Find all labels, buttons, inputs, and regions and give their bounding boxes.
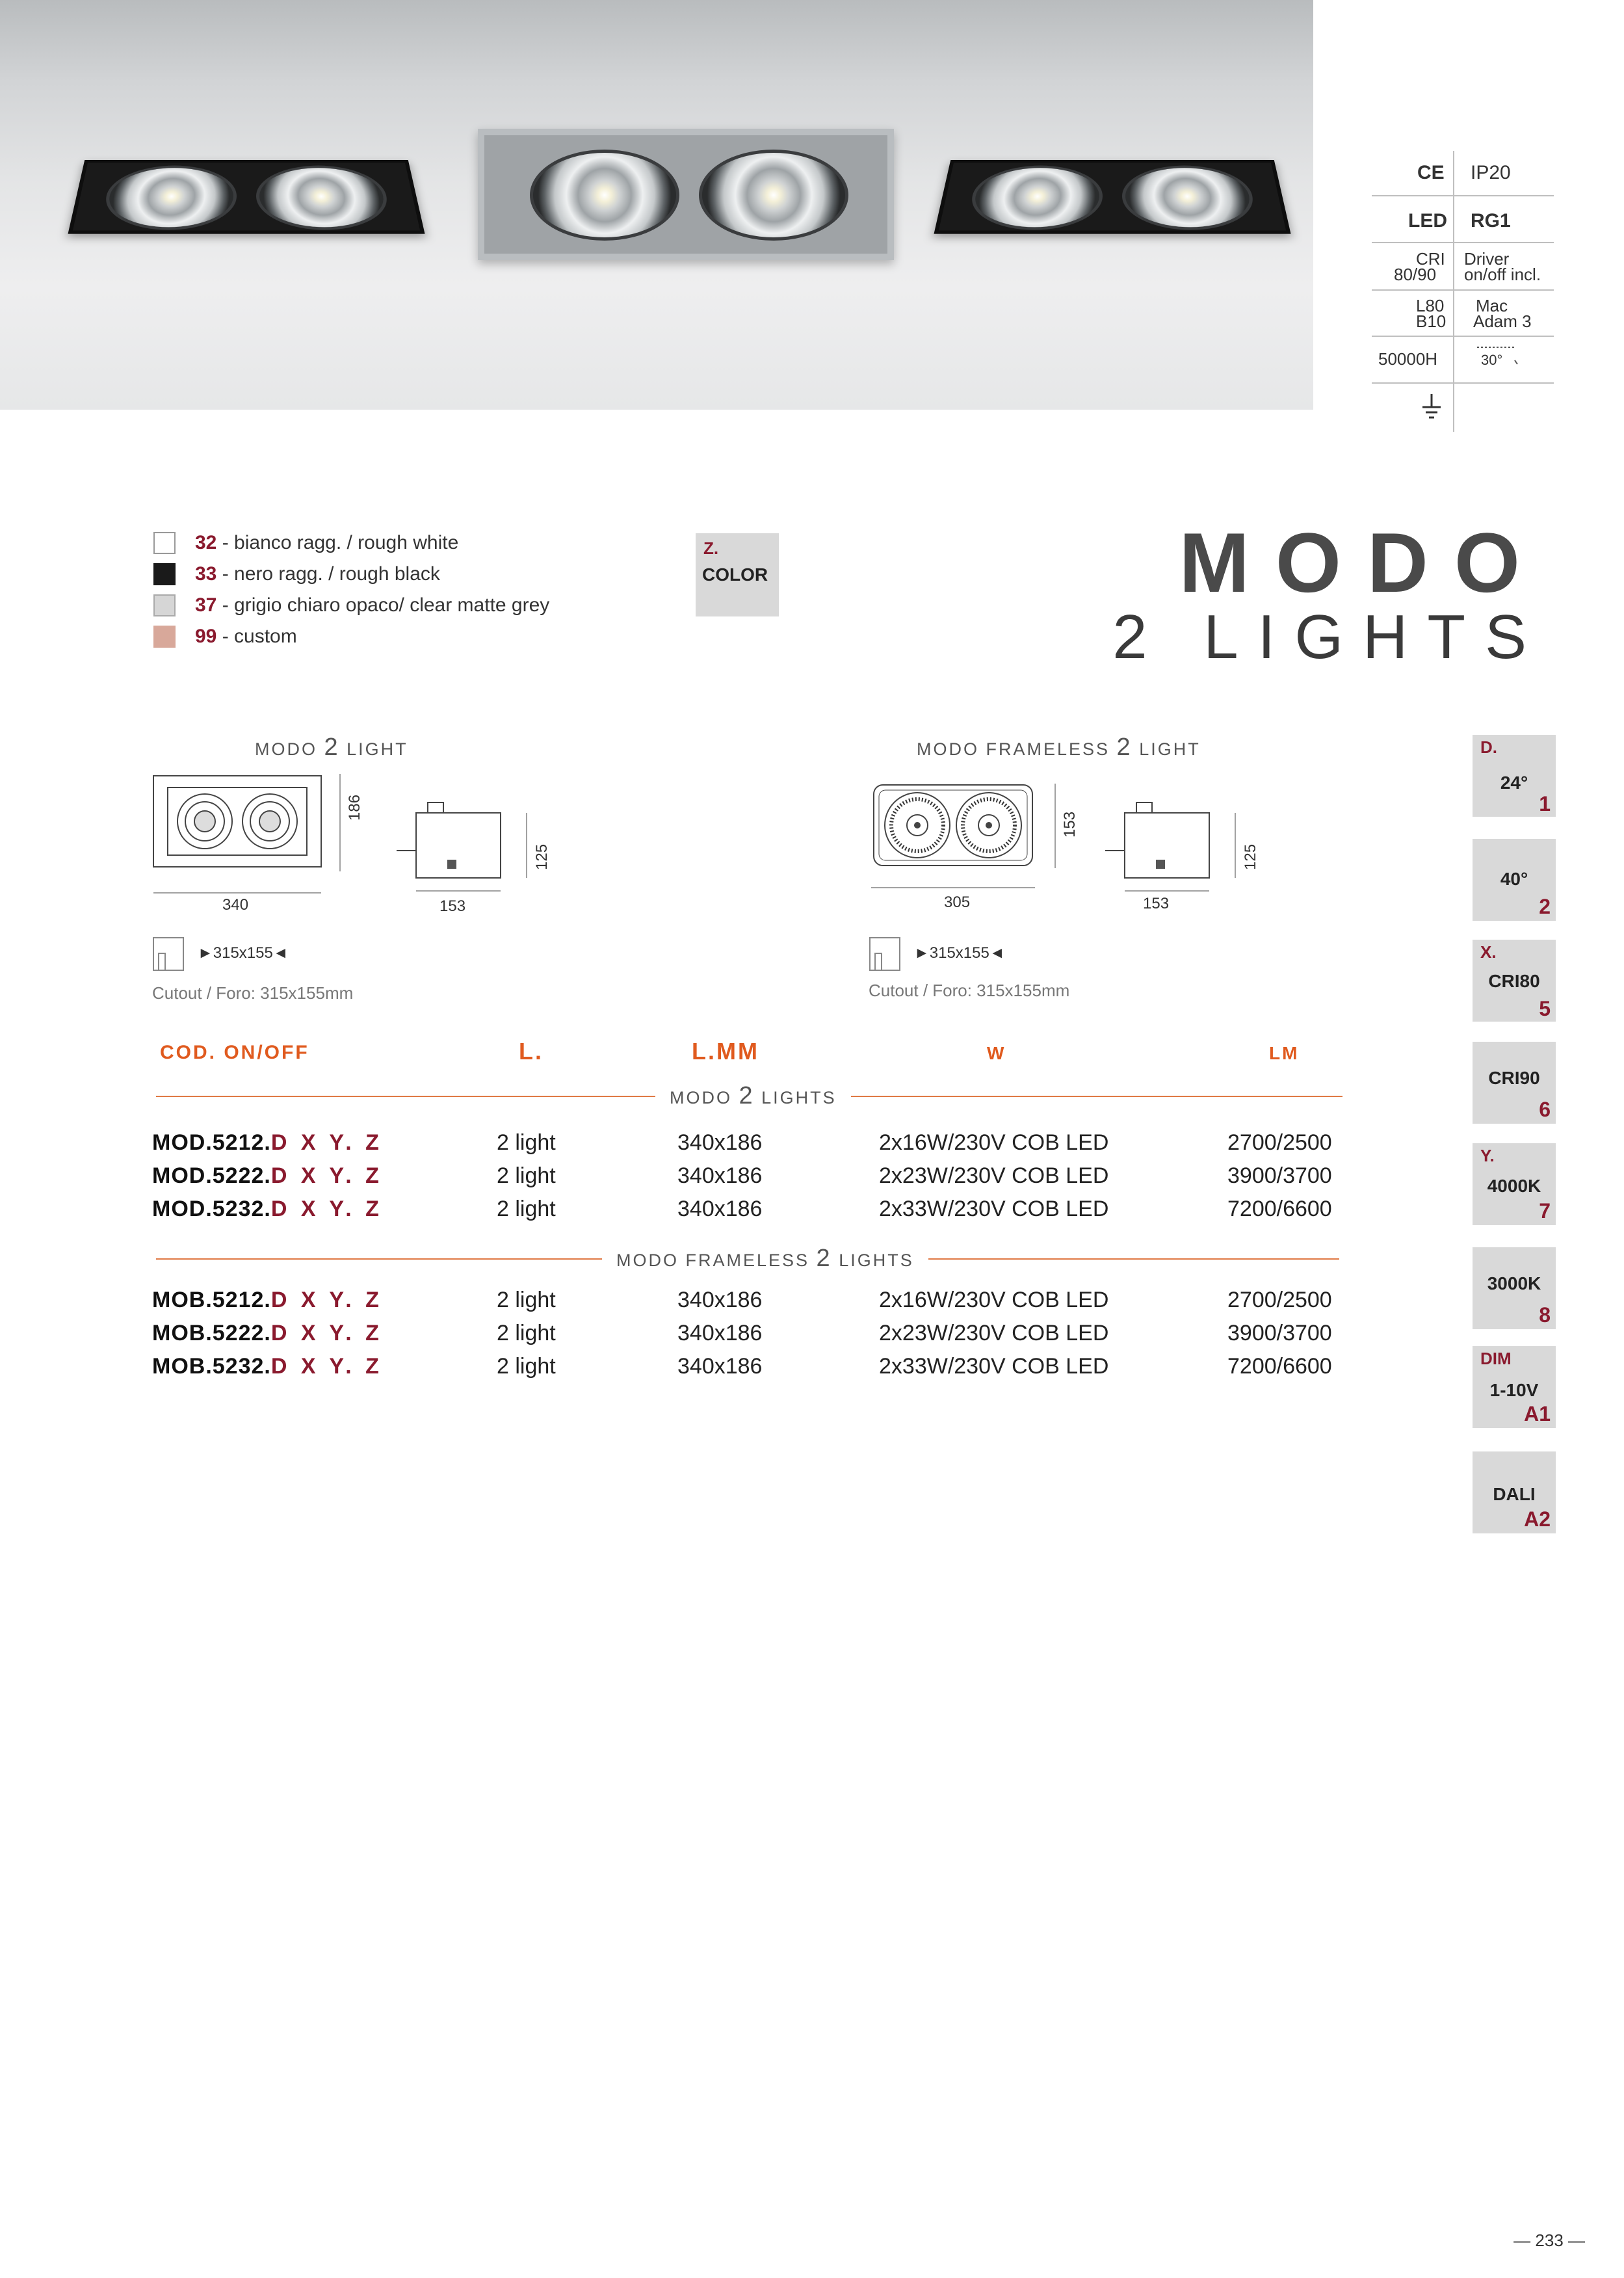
option-value: DALI [1493, 1484, 1536, 1504]
product-code: MOB.5212.D X Y. Z [152, 1288, 383, 1312]
lifetime-hours: 50000H [1378, 349, 1438, 369]
color-item: 33 - nero ragg. / rough black [195, 563, 440, 585]
product-subtitle: 2 LIGHTS [1112, 602, 1546, 672]
option-value: CRI80 [1488, 971, 1540, 991]
drawing-front-left [150, 771, 332, 901]
swatch-black [153, 563, 176, 585]
dim-height-left: 186 [346, 794, 363, 821]
option-code: 5 [1539, 997, 1551, 1020]
option-value: 40° [1500, 869, 1528, 889]
cutout-dim-right: ►315x155◄ [914, 944, 1005, 962]
macadam-label: Mac [1476, 296, 1508, 315]
option-code: 1 [1539, 792, 1551, 815]
option-code: A1 [1524, 1402, 1551, 1425]
ground-icon [1419, 393, 1445, 423]
option-d1 [1473, 735, 1556, 817]
cell-lm: 2700/2500 [1227, 1130, 1332, 1155]
option-x-label: X. [1480, 942, 1497, 962]
option-dim-label: DIM [1480, 1349, 1512, 1368]
fixture-black-left [68, 160, 425, 234]
cell-w: 2x16W/230V COB LED [879, 1130, 1109, 1155]
option-value: 4000K [1487, 1176, 1541, 1196]
option-code: 8 [1539, 1303, 1551, 1327]
drawing-side-right [1099, 793, 1242, 897]
dim-depth-left: 125 [533, 843, 551, 870]
header-lm: LM [1269, 1043, 1300, 1063]
cutout-icon-left [152, 936, 187, 973]
dim-line-height-left [338, 774, 342, 871]
dim-width-right: 305 [944, 894, 971, 911]
swatch-white [153, 532, 176, 554]
beam-angle-icon [1474, 343, 1520, 369]
cell-w: 2x23W/230V COB LED [879, 1163, 1109, 1188]
header-l: L. [519, 1038, 544, 1065]
page-number: — 233 — [1513, 2231, 1585, 2250]
cell-lm: 3900/3700 [1227, 1321, 1332, 1345]
fixture-black-right [934, 160, 1290, 234]
driver-value: on/off incl. [1464, 265, 1541, 284]
dim-side-left: 153 [439, 897, 466, 915]
cell-lm: 7200/6600 [1227, 1197, 1332, 1221]
hero-photo [0, 0, 1313, 410]
option-y-label: Y. [1480, 1146, 1495, 1165]
option-x2 [1473, 1042, 1556, 1124]
option-value: 1-10V [1489, 1380, 1539, 1400]
cell-lm: 7200/6600 [1227, 1354, 1332, 1379]
header-code: COD. ON/OFF [160, 1042, 309, 1063]
option-dim1 [1473, 1346, 1556, 1428]
option-code: A2 [1524, 1507, 1551, 1531]
option-x1 [1473, 940, 1556, 1022]
cell-mm: 340x186 [677, 1354, 763, 1379]
cell-l: 2 light [497, 1130, 556, 1155]
ce-mark: CE [1417, 162, 1445, 183]
product-code: MOD.5232.D X Y. Z [152, 1197, 383, 1221]
drawing-title-right: MODO FRAMELESS 2 LIGHT [917, 734, 1201, 761]
cri-value: 80/90 [1394, 265, 1437, 284]
option-d2 [1473, 839, 1556, 921]
cell-mm: 340x186 [677, 1130, 763, 1155]
cutout-icon-right [869, 936, 904, 973]
lamp [100, 166, 237, 230]
z-label: Z. [703, 538, 719, 558]
cell-mm: 340x186 [677, 1288, 763, 1312]
color-item: 32 - bianco ragg. / rough white [195, 532, 459, 553]
color-item: 99 - custom [195, 626, 297, 647]
product-code: MOB.5232.D X Y. Z [152, 1354, 383, 1379]
cell-w: 2x16W/230V COB LED [879, 1288, 1109, 1312]
option-code: 2 [1539, 895, 1551, 918]
cell-l: 2 light [497, 1197, 556, 1221]
product-code: MOD.5212.D X Y. Z [152, 1130, 383, 1155]
cutout-text-left: Cutout / Foro: 315x155mm [152, 983, 354, 1003]
drawing-title-left: MODO 2 LIGHT [255, 734, 408, 761]
lamp [966, 166, 1103, 230]
drawing-front-right [865, 777, 1047, 894]
option-code: 6 [1539, 1098, 1551, 1121]
lamp [255, 166, 393, 230]
dim-side-right: 153 [1143, 895, 1170, 912]
cell-l: 2 light [497, 1321, 556, 1345]
dim-width-left: 340 [222, 896, 249, 914]
macadam-value: Adam 3 [1473, 311, 1532, 331]
cell-mm: 340x186 [677, 1321, 763, 1345]
cell-l: 2 light [497, 1354, 556, 1379]
option-y2 [1473, 1247, 1556, 1329]
color-item: 37 - grigio chiaro opaco/ clear matte grey [195, 594, 550, 616]
driver-label: Driver [1464, 249, 1510, 269]
led-label: LED [1408, 210, 1447, 232]
cell-mm: 340x186 [677, 1197, 763, 1221]
product-code: MOD.5222.D X Y. Z [152, 1163, 383, 1188]
b10-label: B10 [1416, 311, 1447, 331]
dim-height-right: 153 [1061, 811, 1079, 838]
dim-depth-right: 125 [1242, 843, 1259, 870]
cell-l: 2 light [497, 1288, 556, 1312]
product-code: MOB.5222.D X Y. Z [152, 1321, 383, 1345]
option-value: CRI90 [1488, 1068, 1540, 1088]
beam-angle: 30° [1481, 352, 1503, 368]
z-text: COLOR [702, 564, 768, 585]
option-value: 3000K [1487, 1273, 1541, 1293]
product-title: MODO [1179, 515, 1546, 610]
option-y1 [1473, 1143, 1556, 1225]
swatch-grey [153, 594, 176, 616]
cell-lm: 2700/2500 [1227, 1288, 1332, 1312]
cutout-dim-left: ►315x155◄ [198, 944, 289, 962]
cell-w: 2x23W/230V COB LED [879, 1321, 1109, 1345]
lamp [530, 150, 679, 241]
ip-rating: IP20 [1471, 162, 1511, 183]
cell-mm: 340x186 [677, 1163, 763, 1188]
cutout-text-right: Cutout / Foro: 315x155mm [869, 981, 1070, 1000]
option-dim2 [1473, 1451, 1556, 1533]
cell-l: 2 light [497, 1163, 556, 1188]
l80-label: L80 [1416, 296, 1445, 315]
option-value: 24° [1500, 773, 1528, 793]
cell-w: 2x33W/230V COB LED [879, 1197, 1109, 1221]
swatch-custom [153, 626, 176, 648]
fixture-grey-center [478, 129, 894, 260]
section-title: MODO FRAMELESS 2 LIGHTS [602, 1245, 928, 1273]
cell-lm: 3900/3700 [1227, 1163, 1332, 1188]
header-w: W [987, 1043, 1006, 1063]
z-color-box [696, 533, 779, 616]
option-code: 7 [1539, 1199, 1551, 1223]
dim-line-height-right [1053, 784, 1057, 868]
header-lmm: L.MM [692, 1038, 759, 1065]
lamp [1121, 166, 1259, 230]
cri-label: CRI [1416, 249, 1445, 269]
drawing-side-left [390, 793, 533, 897]
lamp [699, 150, 848, 241]
risk-group: RG1 [1471, 210, 1511, 232]
section-title: MODO 2 LIGHTS [655, 1082, 851, 1110]
cell-w: 2x33W/230V COB LED [879, 1354, 1109, 1379]
option-d-label: D. [1480, 737, 1497, 757]
